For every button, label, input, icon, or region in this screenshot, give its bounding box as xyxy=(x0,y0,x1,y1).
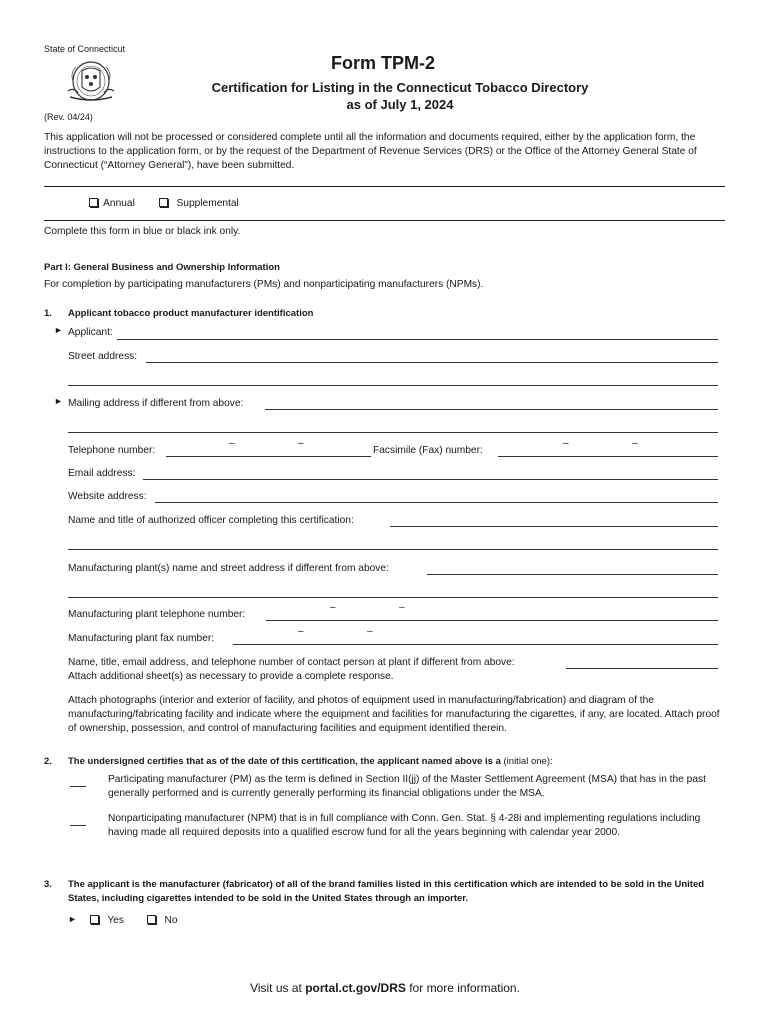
separator: – xyxy=(229,438,235,449)
q1-number: 1. xyxy=(44,308,52,319)
applicant-label: Applicant: xyxy=(68,327,113,338)
npm-initial-field[interactable] xyxy=(70,825,86,826)
supplemental-option[interactable] xyxy=(159,197,239,211)
fax-field[interactable] xyxy=(498,456,718,457)
officer-field-line2[interactable] xyxy=(68,549,718,550)
separator: – xyxy=(563,438,569,449)
contact-label: Name, title, email address, and telephone number of contact person at plant if different from above: xyxy=(68,657,515,668)
fax-label: Facsimile (Fax) number: xyxy=(373,445,483,456)
officer-label: Name and title of authorized officer completing this certification: xyxy=(68,515,354,526)
email-field[interactable] xyxy=(143,479,718,480)
form-subtitle-line1: Certification for Listing in the Connecticut Tobacco Directory xyxy=(211,80,589,95)
form-title: Form TPM-2 xyxy=(331,53,436,73)
footer xyxy=(0,981,770,995)
state-label: State of Connecticut xyxy=(44,44,126,54)
supplemental-label: Supplemental xyxy=(176,198,239,209)
annual-option[interactable] xyxy=(89,197,135,211)
q2-heading-text: The undersigned certifies that as of the date of this certification, the applicant named above is a xyxy=(68,756,501,767)
checkbox-icon[interactable] xyxy=(89,198,98,207)
separator: – xyxy=(399,602,405,613)
q2-heading xyxy=(68,755,553,769)
separator: – xyxy=(330,602,336,613)
q2-number: 2. xyxy=(44,756,52,767)
website-label: Website address: xyxy=(68,491,147,502)
applicant-field[interactable] xyxy=(117,339,718,340)
q3-number: 3. xyxy=(44,879,52,890)
divider xyxy=(44,220,725,221)
plant-fax-field[interactable] xyxy=(233,644,718,645)
no-label: No xyxy=(164,915,178,926)
website-field[interactable] xyxy=(155,502,718,503)
part1-description: For completion by participating manufacturers (PMs) and nonparticipating manufacturers (NPMs). xyxy=(44,279,484,290)
separator: – xyxy=(298,626,304,637)
connecticut-seal-icon xyxy=(64,57,118,105)
checkbox-icon[interactable] xyxy=(147,915,156,924)
part1-heading: Part I: General Business and Ownership Information xyxy=(44,262,280,273)
email-label: Email address: xyxy=(68,468,136,479)
checkbox-icon[interactable] xyxy=(159,198,168,207)
arrow-right-icon: ► xyxy=(54,325,63,335)
no-option[interactable] xyxy=(147,914,178,928)
footer-prefix: Visit us at xyxy=(250,981,306,995)
telephone-label: Telephone number: xyxy=(68,445,156,456)
plant-phone-label: Manufacturing plant telephone number: xyxy=(68,609,246,620)
pm-initial-field[interactable] xyxy=(70,786,86,787)
mailing-field-line2[interactable] xyxy=(68,432,718,433)
street-field-line2[interactable] xyxy=(68,385,718,386)
plant-phone-field[interactable] xyxy=(266,620,718,621)
divider xyxy=(44,186,725,187)
separator: – xyxy=(298,438,304,449)
photos-instruction: Attach photographs (interior and exterior of facility, and photos of equipment used in manufacturing/fabrication) and diagram of the manufacturing/fabricating facility and indicate where the equipment and facilities for manufacturing the cigarettes, if any, are located. Attach proof of ownership, possession, and control of manufacturing facilities and equipment identified therein. xyxy=(68,695,720,734)
plant-fax-label: Manufacturing plant fax number: xyxy=(68,633,215,644)
mailing-field[interactable] xyxy=(265,409,718,410)
street-field[interactable] xyxy=(146,362,718,363)
officer-field[interactable] xyxy=(390,526,718,527)
revision-label: (Rev. 04/24) xyxy=(44,112,93,122)
yes-label: Yes xyxy=(107,915,124,926)
plant-label: Manufacturing plant(s) name and street address if different from above: xyxy=(68,563,389,574)
yes-option[interactable] xyxy=(90,914,124,928)
intro-paragraph: This application will not be processed or considered complete until all the information and documents required, either by the application form, the instructions to the application form, or by the request of the Department of Revenue Services (DRS) or the Office of the Attorney General State of Connecticut (“Attorney General”), have been submitted. xyxy=(44,132,697,171)
plant-field[interactable] xyxy=(427,574,718,575)
footer-link[interactable]: portal.ct.gov/DRS xyxy=(305,981,406,995)
separator: – xyxy=(367,626,373,637)
q3-text: The applicant is the manufacturer (fabricator) of all of the brand families listed in this certification which are intended to be sold in the United States, including cigarettes intended to be sold in the United States through an importer. xyxy=(68,879,705,904)
separator: – xyxy=(632,438,638,449)
mailing-label: Mailing address if different from above: xyxy=(68,398,244,409)
arrow-right-icon: ► xyxy=(54,396,63,406)
npm-option-text: Nonparticipating manufacturer (NPM) that is in full compliance with Conn. Gen. Stat. § 4-28i and implementing regulations including having made all required deposits into a qualified escrow fund for all the years beginning with calendar year 2000. xyxy=(108,813,701,838)
ink-note: Complete this form in blue or black ink only. xyxy=(44,226,241,237)
q2-heading-suffix: (initial one): xyxy=(500,756,553,767)
contact-field[interactable] xyxy=(566,668,718,669)
telephone-field[interactable] xyxy=(166,456,371,457)
footer-suffix: for more information. xyxy=(405,981,520,995)
pm-option-text: Participating manufacturer (PM) as the term is defined in Section II(jj) of the Master Settlement Agreement (MSA) that has in the past generally performed and is currently generally performing its financial obligations under the MSA. xyxy=(108,774,706,799)
street-label: Street address: xyxy=(68,351,138,362)
checkbox-icon[interactable] xyxy=(90,915,99,924)
contact-note: Attach additional sheet(s) as necessary to provide a complete response. xyxy=(68,671,394,682)
arrow-right-icon: ► xyxy=(68,914,77,924)
plant-field-line2[interactable] xyxy=(68,597,718,598)
q1-heading: Applicant tobacco product manufacturer identification xyxy=(68,308,314,319)
form-subtitle-line2: as of July 1, 2024 xyxy=(346,97,454,112)
annual-label: Annual xyxy=(103,198,135,209)
